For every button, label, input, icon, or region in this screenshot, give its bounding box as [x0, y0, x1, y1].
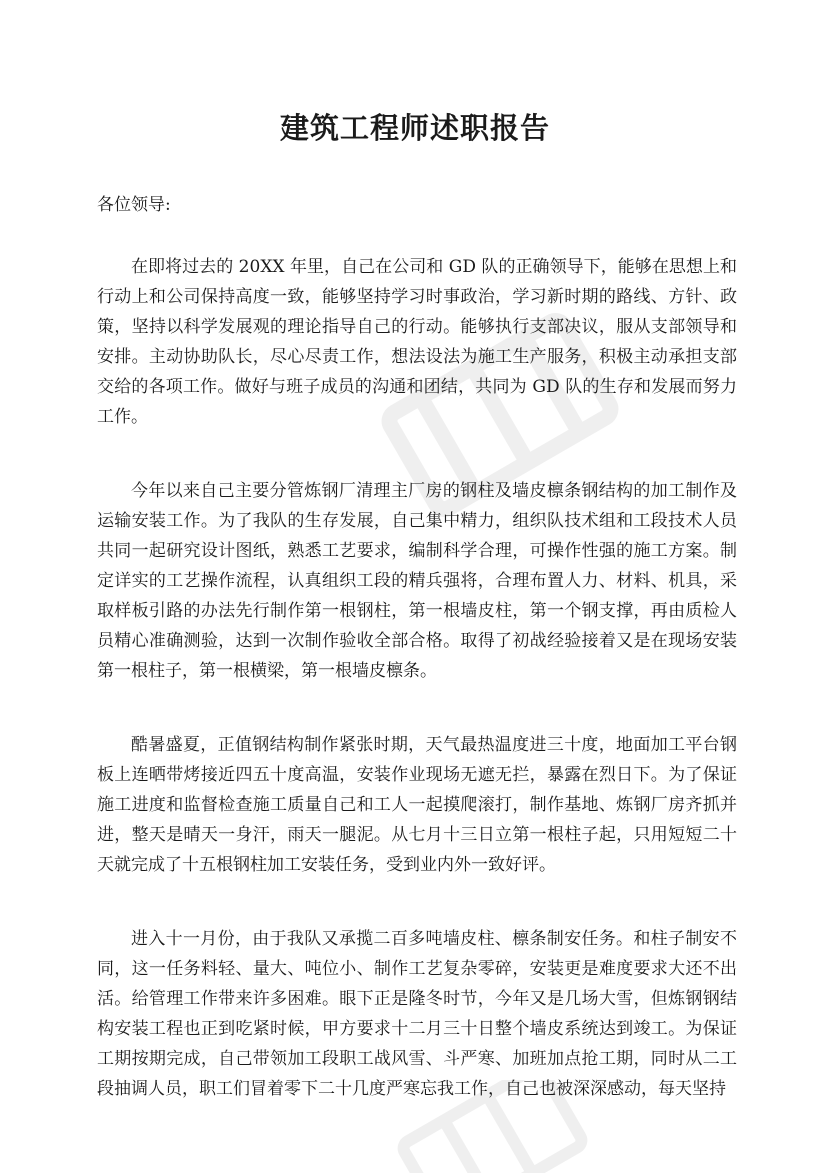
- paragraph-3: 酷暑盛夏，正值钢结构制作紧张时期，天气最热温度进三十度，地面加工平台钢板上连晒带烤接近四五十度高温，安装作业现场无遮无拦，暴露在烈日下。为了保证施工进度和监督检查施工质量自己和工人一起摸爬滚打，制作基地、炼钢厂房齐抓并进，整天是晴天一身汗，雨天一腿泥。从七月十三日立第一根柱子起，只用短短二十天就完成了十五根钢柱加工安装任务，受到业内外一致好评。: [97, 735, 737, 875]
- salutation: 各位领导:: [97, 195, 171, 215]
- paragraph-4: 进入十一月份，由于我队又承揽二百多吨墙皮柱、檩条制安任务。和柱子制安不同，这一任务料轻、量大、吨位小、制作工艺复杂零碎，安装更是难度要求大还不出活。给管理工作带来许多困难。眼下正是隆冬时节，今年又是几场大雪，但炼钢钢结构安装工程也正到吃紧时候，甲方要求十二月三十日整个墙皮系统达到竣工。为保证工期按期完成，自己带领加工段职工战风雪、斗严寒、加班加点抢工期，同时从二工段抽调人员，职工们冒着零下二十几度严寒忘我工作，自己也被深深感动，每天坚持: [97, 929, 737, 1099]
- page-title: 建筑工程师述职报告: [279, 111, 550, 145]
- paragraph-2: 今年以来自己主要分管炼钢厂清理主厂房的钢柱及墙皮檩条钢结构的加工制作及运输安装工作。为了我队的生存发展，自己集中精力，组织队技术组和工段技术人员共同一起研究设计图纸，熟悉工艺要求，编制科学合理，可操作性强的施工方案。制定详实的工艺操作流程，认真组织工段的精兵强将，合理布置人力、材料、机具，采取样板引路的办法先行制作第一根钢柱，第一根墙皮柱，第一个钢支撑，再由质检人员精心准确测验，达到一次制作验收全部合格。取得了初战经验接着又是在现场安装第一根柱子，第一根横梁，第一根墙皮檩条。: [97, 481, 737, 681]
- paragraph-1: 在即将过去的 20XX 年里，自己在公司和 GD 队的正确领导下，能够在思想上和行动上和公司保持高度一致，能够坚持学习时事政治，学习新时期的路线、方针、政策，坚持以科学发展观的理论指导自己的行动。能够执行支部决议，服从支部领导和安排。主动协助队长，尽心尽责工作，想法设法为施工生产服务，积极主动承担支部交给的各项工作。做好与班子成员的沟通和团结，共同为 GD 队的生存和发展而努力工作。: [97, 257, 737, 427]
- report-body: [97, 252, 737, 1148]
